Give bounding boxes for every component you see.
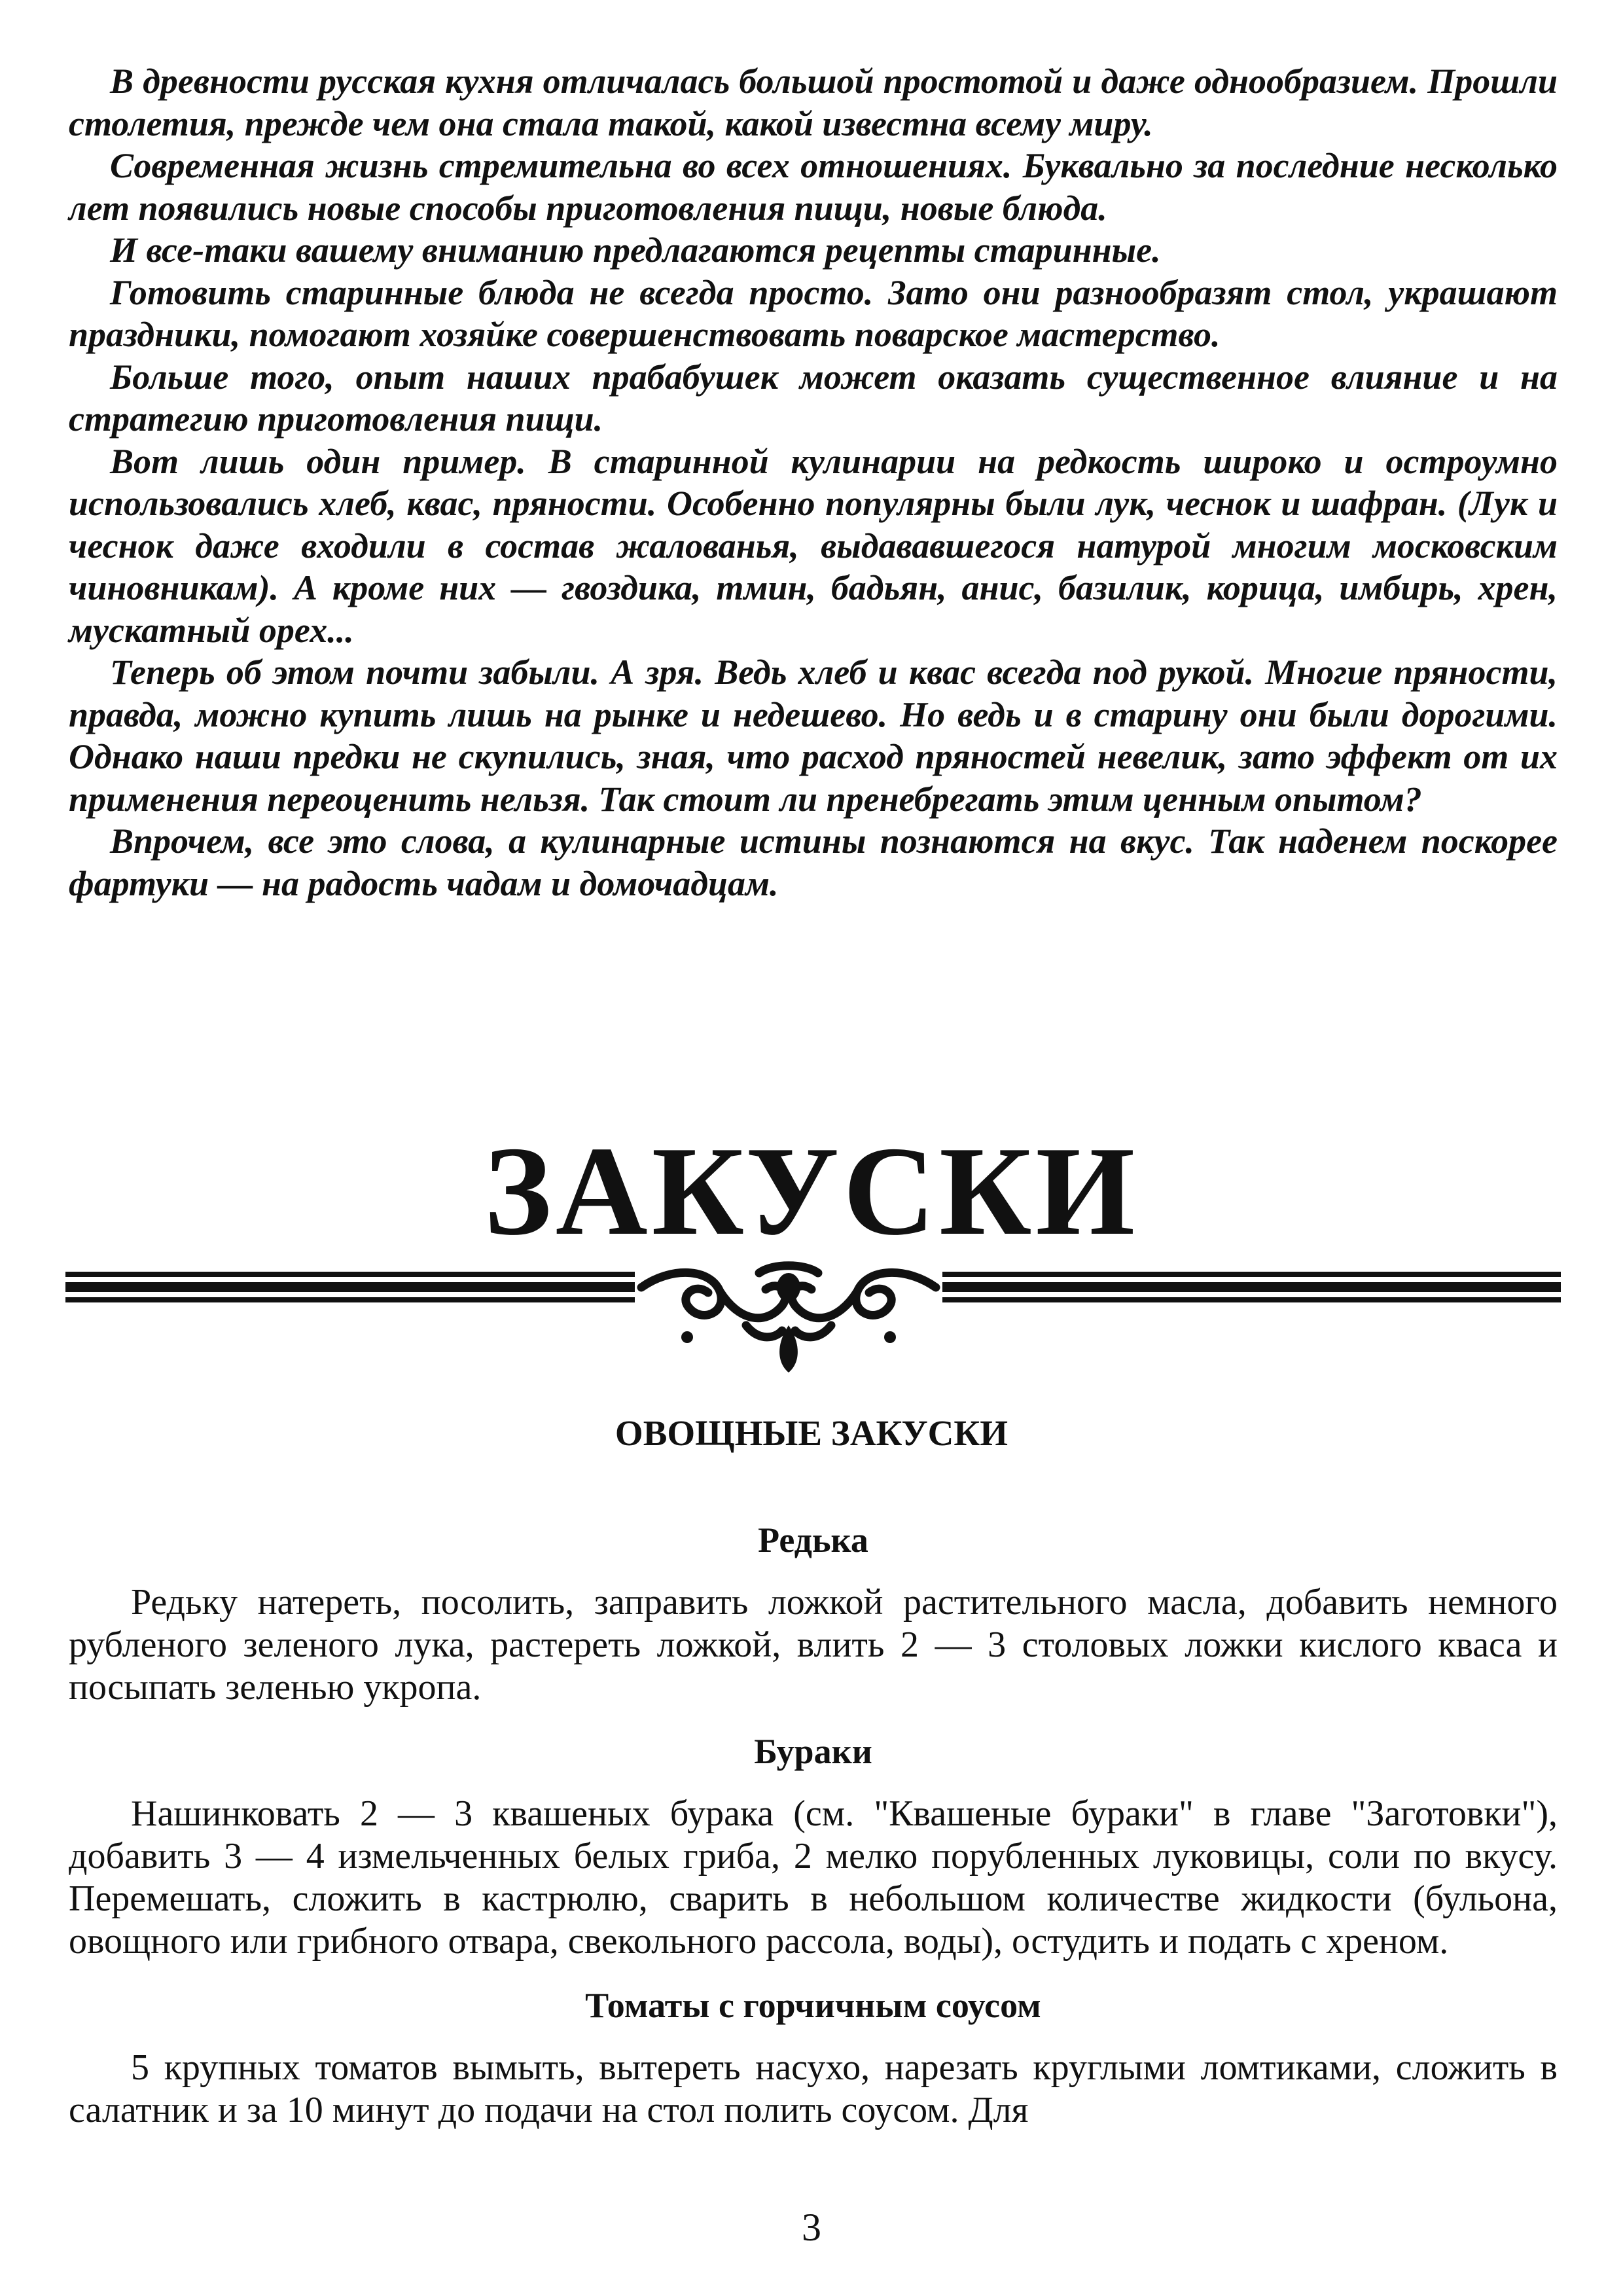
chapter-title: ЗАКУСКИ — [484, 1121, 1139, 1262]
recipe — [69, 1982, 1558, 2132]
intro-paragraph: Теперь об этом почти забыли. А зря. Ведь хлеб и квас всегда под рукой. Многие пряности, правда, можно купить лишь на рынке и недешево. Но ведь и в старину они были дорогими. Однако наши предки не скупились, зная, что расход пряностей невелик, зато эффект от их применения переоценить нельзя. Так стоит ли пренебрегать этим ценным опытом? — [69, 653, 1558, 819]
recipe — [69, 1517, 1558, 1709]
ornament-divider-icon — [65, 1260, 1561, 1384]
recipe-text: 5 крупных томатов вымыть, вытереть насухо, нарезать круглыми ломтиками, сложить в салатник и за 10 минут до подачи на стол полить соусом. Для — [69, 2047, 1558, 2130]
recipe-title: Томаты с горчичным соусом — [585, 1986, 1041, 2025]
recipe-title: Редька — [758, 1520, 868, 1560]
recipe-title: Бураки — [754, 1732, 872, 1771]
intro-paragraph: И все-таки вашему вниманию предлагаются рецепты старинные. — [110, 230, 1161, 270]
intro-paragraph: Вот лишь один пример. В старинной кулинарии на редкость широко и остроумно использовались хлеб, квас, пряности. Особенно популярны были лук, чеснок и шафран. (Лук и чеснок даже входили в состав жалованья, выдававшегося натурой многим московским чиновникам). А кроме них — гвоздика, тмин, бадьян, анис, базилик, корица, имбирь, хрен, мускатный орех... — [69, 441, 1558, 650]
recipe-text: Нашинковать 2 — 3 квашеных бурака (см. "Квашеные бураки" в главе "Заготовки"), добавить 3 — 4 измельченных белых гриба, 2 мелко порубленных луковицы, соли по вкусу. Перемешать, сложить в кастрюлю, сварить в небольшом количестве жидкости (бульона, овощного или грибного отвара, свекольного рассола, воды), остудить и подать с хреном. — [69, 1793, 1558, 1962]
recipe-list — [69, 1517, 1558, 2151]
intro-paragraph: В древности русская кухня отличалась большой простотой и даже однообразием. Прошли столетия, прежде чем она стала такой, какой известна всему миру. — [69, 62, 1558, 143]
intro-paragraph: Больше того, опыт наших прабабушек может оказать существенное влияние и на стратегию приготовления пищи. — [69, 357, 1558, 439]
intro-text — [69, 60, 1558, 905]
recipe — [69, 1729, 1558, 1963]
page-number: 3 — [802, 2206, 821, 2249]
intro-paragraph: Готовить старинные блюда не всегда просто. Зато они разнообразят стол, украшают праздники, помогают хозяйке совершенствовать поварское мастерство. — [69, 272, 1558, 354]
section-title: ОВОЩНЫЕ ЗАКУСКИ — [615, 1413, 1008, 1453]
intro-paragraph: Впрочем, все это слова, а кулинарные истины познаются на вкус. Так наденем поскорее фартуки — на радость чадам и домочадцам. — [69, 821, 1558, 903]
recipe-text: Редьку натереть, посолить, заправить ложкой растительного масла, добавить немного рубленого зеленого лука, растереть ложкой, влить 2 — 3 столовых ложки кислого кваса и посыпать зеленью укропа. — [69, 1582, 1558, 1708]
intro-paragraph: Современная жизнь стремительна во всех отношениях. Буквально за последние несколько лет появились новые способы приготовления пищи, новые блюда. — [69, 146, 1558, 228]
